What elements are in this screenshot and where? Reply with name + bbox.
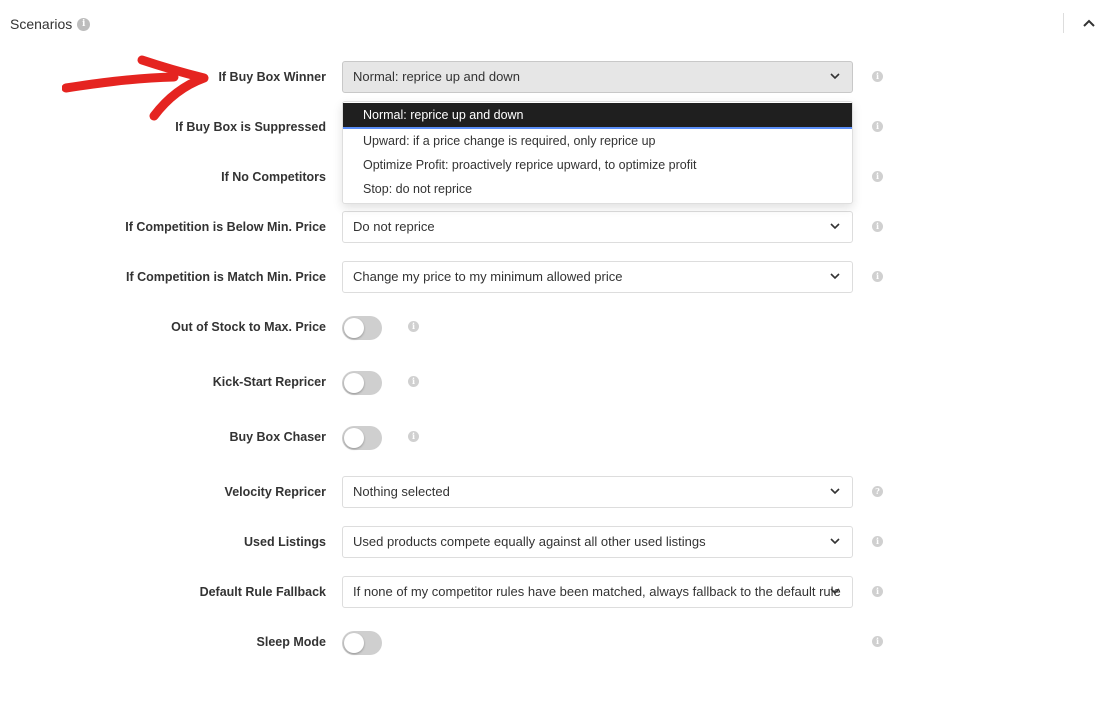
below-min-label: If Competition is Below Min. Price xyxy=(125,220,326,234)
buybox-chaser-label: Buy Box Chaser xyxy=(229,430,326,444)
red-arrow-annotation xyxy=(62,54,212,124)
velocity-label: Velocity Repricer xyxy=(224,485,326,499)
used-listings-value: Used products compete equally against all other used listings xyxy=(353,534,706,549)
velocity-value: Nothing selected xyxy=(353,484,450,499)
info-icon[interactable]: i xyxy=(408,321,419,332)
buybox-suppressed-label: If Buy Box is Suppressed xyxy=(175,120,326,134)
toggle-knob xyxy=(344,318,364,338)
info-icon[interactable]: i xyxy=(872,271,883,282)
chevron-down-icon xyxy=(830,538,840,545)
buybox-chaser-toggle[interactable] xyxy=(342,426,382,450)
chevron-down-icon xyxy=(830,73,840,80)
info-icon[interactable]: i xyxy=(872,536,883,547)
dropdown-option-normal[interactable]: Normal: reprice up and down xyxy=(343,103,852,129)
match-min-value: Change my price to my minimum allowed price xyxy=(353,269,623,284)
match-min-label: If Competition is Match Min. Price xyxy=(125,270,326,284)
below-min-select[interactable] xyxy=(342,211,853,243)
out-of-stock-toggle[interactable] xyxy=(342,316,382,340)
below-min-value: Do not reprice xyxy=(353,219,435,234)
default-fallback-value: If none of my competitor rules have been matched, always fallback to the default rule xyxy=(353,584,841,599)
info-icon[interactable]: i xyxy=(872,586,883,597)
toggle-knob xyxy=(344,428,364,448)
chevron-down-icon xyxy=(830,588,840,595)
no-competitors-label: If No Competitors xyxy=(221,170,326,184)
used-listings-label: Used Listings xyxy=(244,535,326,549)
sleep-mode-toggle[interactable] xyxy=(342,631,382,655)
info-icon[interactable]: i xyxy=(872,636,883,647)
default-fallback-label: Default Rule Fallback xyxy=(199,585,326,599)
dropdown-option-upward[interactable]: Upward: if a price change is required, only reprice up xyxy=(363,134,656,148)
chevron-up-icon xyxy=(1083,19,1095,27)
buybox-winner-dropdown-menu xyxy=(342,101,853,204)
toggle-knob xyxy=(344,633,364,653)
chevron-down-icon xyxy=(830,273,840,280)
dropdown-option-stop[interactable]: Stop: do not reprice xyxy=(363,182,473,196)
dropdown-option-optimize-profit[interactable]: Optimize Profit: proactively reprice upward, to optimize profit xyxy=(363,158,697,172)
header-divider xyxy=(1063,13,1064,33)
info-icon[interactable]: i xyxy=(77,18,90,31)
chevron-down-icon xyxy=(830,488,840,495)
toggle-knob xyxy=(344,373,364,393)
sleep-mode-label: Sleep Mode xyxy=(256,635,326,649)
info-icon[interactable]: i xyxy=(408,376,419,387)
buybox-winner-label: If Buy Box Winner xyxy=(218,70,326,84)
question-icon[interactable]: ? xyxy=(872,486,883,497)
collapse-button[interactable] xyxy=(1078,12,1100,34)
kick-start-label: Kick-Start Repricer xyxy=(212,375,326,389)
buybox-winner-select[interactable] xyxy=(342,61,853,93)
info-icon[interactable]: i xyxy=(872,221,883,232)
default-fallback-select[interactable] xyxy=(342,576,853,608)
velocity-select[interactable] xyxy=(342,476,853,508)
section-header xyxy=(10,16,90,32)
info-icon[interactable]: i xyxy=(872,121,883,132)
info-icon[interactable]: i xyxy=(872,71,883,82)
match-min-select[interactable] xyxy=(342,261,853,293)
chevron-down-icon xyxy=(830,223,840,230)
info-icon[interactable]: i xyxy=(408,431,419,442)
kick-start-toggle[interactable] xyxy=(342,371,382,395)
buybox-winner-value: Normal: reprice up and down xyxy=(353,69,520,84)
section-title: Scenarios xyxy=(10,16,73,32)
info-icon[interactable]: i xyxy=(872,171,883,182)
out-of-stock-label: Out of Stock to Max. Price xyxy=(171,320,326,334)
used-listings-select[interactable] xyxy=(342,526,853,558)
